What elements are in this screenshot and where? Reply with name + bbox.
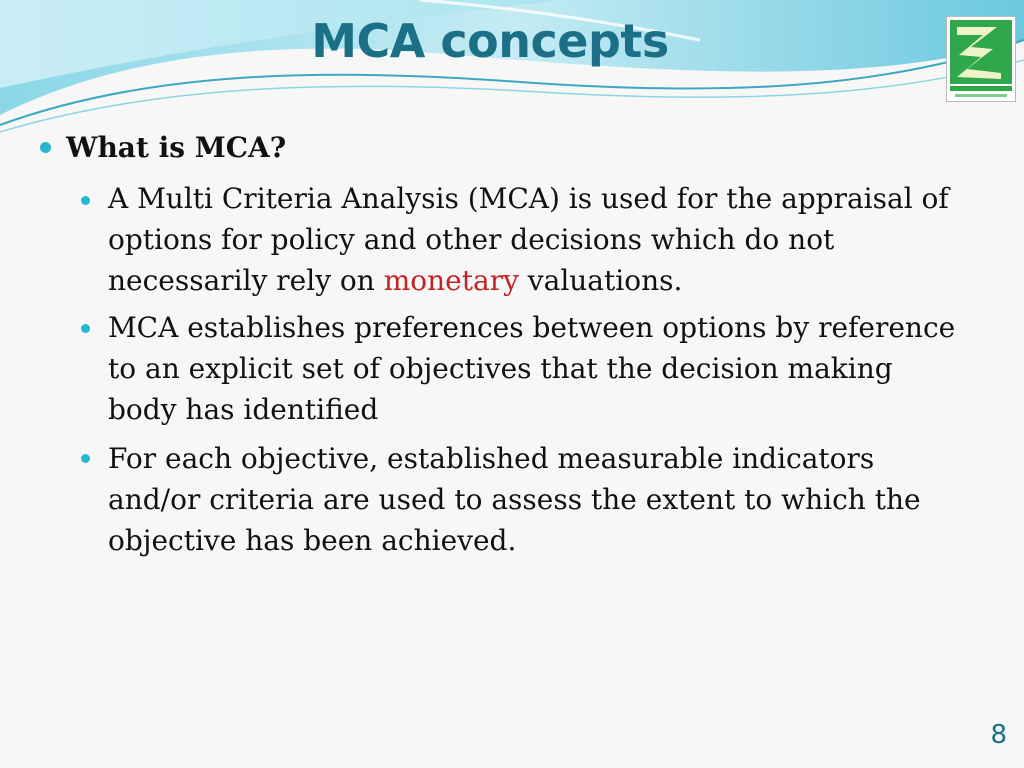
bullet-item-3: For each objective, established measurable indicators and/or criteria are used to assess the extent to which the objective has been achieved.	[108, 442, 921, 557]
highlighted-word: monetary	[383, 264, 519, 297]
heading-bullet-marker	[40, 142, 51, 153]
bullet-item-1	[108, 178, 958, 301]
bullet-item-2: MCA establishes preferences between options by reference to an explicit set of objectives that the decision making body has identified	[108, 311, 956, 426]
page-number: 8	[990, 720, 1007, 750]
bullet-marker	[81, 324, 90, 333]
heading-bullet-text: What is MCA?	[66, 131, 287, 164]
bullet-marker	[81, 454, 90, 463]
bullet-marker	[81, 196, 90, 205]
slide-title: MCA concepts	[311, 14, 669, 68]
bullet-1-text-before: A Multi Criteria Analysis (MCA) is used for the appraisal of options for policy and other decisions which do not necessarily rely on	[108, 182, 949, 297]
organization-logo	[946, 16, 1016, 102]
bullet-1-text-after: valuations.	[518, 264, 683, 297]
